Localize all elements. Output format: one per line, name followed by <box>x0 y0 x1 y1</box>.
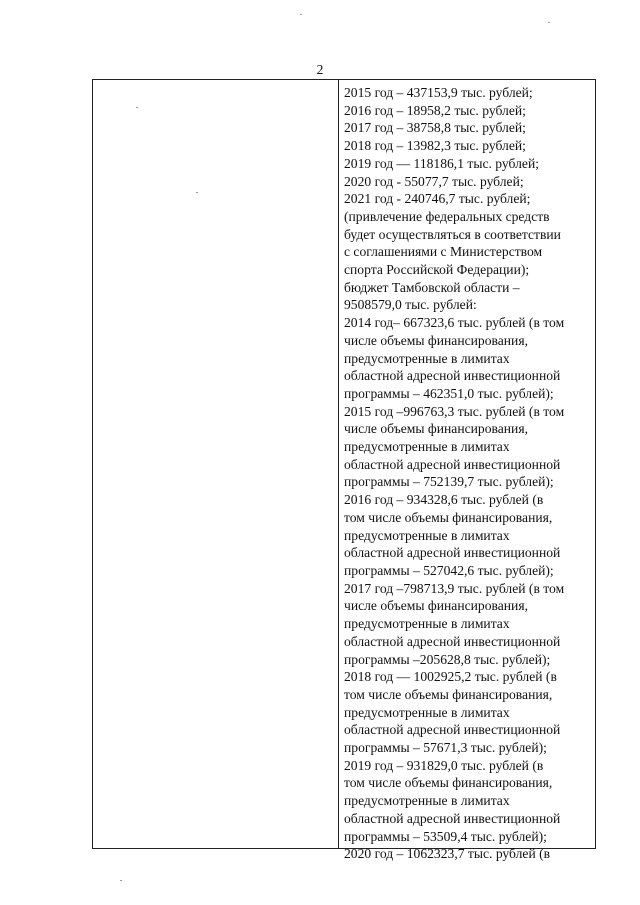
text-line: 2020 год - 55077,7 тыс. рублей; <box>344 173 524 189</box>
text-line: 2020 год – 1062323,7 тыс. рублей (в <box>344 846 551 862</box>
text-line: 2015 год – 437153,9 тыс. рублей; <box>344 85 533 100</box>
text-line: будет осуществляться в соответствии <box>344 226 561 242</box>
text-line: программы – 53509,4 тыс. рублей); <box>344 828 547 844</box>
scan-speck <box>120 880 122 881</box>
text-line: программы –205628,8 тыс. рублей); <box>344 651 551 667</box>
text-line: областной адресной инвестиционной <box>344 722 561 738</box>
scan-speck <box>136 107 138 108</box>
text-line: бюджет Тамбовской области – <box>344 279 520 295</box>
text-line: программы – 527042,6 тыс. рублей); <box>344 562 554 578</box>
text-line: 2017 год –798713,9 тыс. рублей (в том <box>344 580 565 596</box>
text-line: том числе объемы финансирования, <box>344 509 553 525</box>
text-line: 2019 год — 118186,1 тыс. рублей; <box>344 155 539 171</box>
text-line: областной адресной инвестиционной <box>344 633 561 649</box>
text-line: областной адресной инвестиционной <box>344 545 561 561</box>
scan-speck <box>196 192 198 193</box>
text-line: предусмотренные в лимитах <box>344 527 510 543</box>
page-number: 2 <box>316 62 324 77</box>
text-line: предусмотренные в лимитах <box>344 793 510 809</box>
text-line: числе объемы финансирования, <box>344 421 528 437</box>
text-line: (привлечение федеральных средств <box>344 208 550 224</box>
text-line: 2018 год — 1002925,2 тыс. рублей (в <box>344 669 557 685</box>
text-line: 2018 год – 13982,3 тыс. рублей; <box>344 138 526 154</box>
text-line: предусмотренные в лимитах <box>344 616 510 632</box>
text-line: 2014 год– 667323,6 тыс. рублей (в том <box>344 315 565 331</box>
text-line: 2019 год – 931829,0 тыс. рублей (в <box>344 757 544 773</box>
text-line: областной адресной инвестиционной <box>344 456 561 472</box>
scan-speck <box>548 22 550 23</box>
text-line: с соглашениями с Министерством <box>344 244 543 260</box>
text-line: программы – 57671,3 тыс. рублей); <box>344 740 547 756</box>
text-line: том числе объемы финансирования, <box>344 686 553 702</box>
text-line: предусмотренные в лимитах <box>344 350 510 366</box>
text-line: областной адресной инвестиционной <box>344 810 561 826</box>
text-line: спорта Российской Федерации); <box>344 262 530 278</box>
text-line: 2017 год – 38758,8 тыс. рублей; <box>344 120 526 136</box>
text-line: 2015 год –996763,3 тыс. рублей (в том <box>344 403 565 419</box>
text-line: программы – 462351,0 тыс. рублей); <box>344 385 554 401</box>
document-table <box>92 79 596 862</box>
scan-speck <box>300 14 302 15</box>
text-line: предусмотренные в лимитах <box>344 439 510 455</box>
text-line: 2016 год – 934328,6 тыс. рублей (в <box>344 492 544 508</box>
table-right-cell <box>339 80 595 862</box>
text-line: предусмотренные в лимитах <box>344 704 510 720</box>
text-line: числе объемы финансирования, <box>344 598 528 614</box>
text-line: 2021 год - 240746,7 тыс. рублей; <box>344 191 531 207</box>
text-line: 9508579,0 тыс. рублей: <box>344 297 477 313</box>
text-line: 2016 год – 18958,2 тыс. рублей; <box>344 102 526 118</box>
table-left-cell <box>93 80 338 848</box>
text-line: программы – 752139,7 тыс. рублей); <box>344 474 554 490</box>
text-line: числе объемы финансирования, <box>344 332 528 348</box>
text-line: том числе объемы финансирования, <box>344 775 553 791</box>
text-line: областной адресной инвестиционной <box>344 368 561 384</box>
